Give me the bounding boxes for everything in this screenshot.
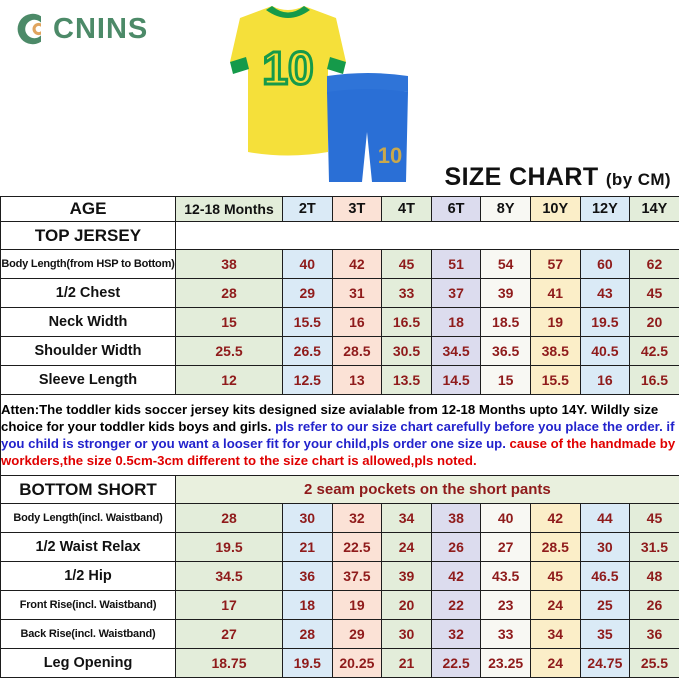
cell-value: 16.5 <box>382 308 432 337</box>
attention-segment-red: cause of the handmade by workders,the size 0.5cm-3cm different to the size chart is allowed,pls noted. <box>1 436 675 468</box>
cell-value: 18 <box>283 591 333 620</box>
cell-value: 34.5 <box>176 562 283 591</box>
cnins-c-logo-icon <box>8 10 46 48</box>
table-row <box>1 337 679 366</box>
cell-value: 37.5 <box>332 562 382 591</box>
row-label: Body Length(from HSP to Bottom) <box>1 250 176 279</box>
cell-value: 16 <box>580 366 630 395</box>
attention-note-text <box>1 401 679 470</box>
soccer-jersey-kit-image <box>200 0 422 190</box>
cell-value: 29 <box>332 620 382 649</box>
cell-value: 31.5 <box>630 533 679 562</box>
table-row <box>1 366 679 395</box>
cell-value: 31 <box>332 279 382 308</box>
attention-segment-black: Atten:The toddler kids soccer jersey kits designed size avialable from 12-18 Months upto 14Y. Wildly size choice for your toddler kids boys and girls. <box>1 402 658 434</box>
cell-value: 38 <box>176 250 283 279</box>
row-label: 1/2 Chest <box>1 279 176 308</box>
brand-logo <box>8 10 148 48</box>
section-note-bottom-short: 2 seam pockets on the short pants <box>176 476 679 504</box>
row-label: Sleeve Length <box>1 366 176 395</box>
cell-value: 45 <box>630 504 679 533</box>
cell-value: 15.5 <box>530 366 580 395</box>
cell-value: 42 <box>332 250 382 279</box>
cell-value: 13 <box>332 366 382 395</box>
section-header-bottom-short <box>1 476 679 504</box>
cell-value: 40.5 <box>580 337 630 366</box>
table-row <box>1 591 679 620</box>
table-row <box>1 562 679 591</box>
attention-note <box>1 395 679 476</box>
cell-value: 35 <box>580 620 630 649</box>
cell-value: 33 <box>481 620 531 649</box>
cell-value: 29 <box>283 279 333 308</box>
cell-value: 36 <box>630 620 679 649</box>
cell-value: 34 <box>530 620 580 649</box>
cell-value: 19 <box>332 591 382 620</box>
cell-value: 19 <box>530 308 580 337</box>
cell-value: 40 <box>481 504 531 533</box>
cell-value: 34 <box>382 504 432 533</box>
table-row <box>1 279 679 308</box>
cell-value: 45 <box>382 250 432 279</box>
page-title <box>445 163 671 192</box>
cell-value: 30.5 <box>382 337 432 366</box>
cell-value: 62 <box>630 250 679 279</box>
cell-value: 51 <box>431 250 481 279</box>
cell-value: 15.5 <box>283 308 333 337</box>
row-label: Neck Width <box>1 308 176 337</box>
table-row <box>1 533 679 562</box>
brand-name: CNINS <box>53 15 148 44</box>
size-chart-table <box>0 196 679 678</box>
cell-value: 30 <box>382 620 432 649</box>
cell-value: 27 <box>481 533 531 562</box>
cell-value: 44 <box>580 504 630 533</box>
col-header-7: 12Y <box>580 197 630 222</box>
cell-value: 19.5 <box>176 533 283 562</box>
cell-value: 38.5 <box>530 337 580 366</box>
attention-segment-blue: pls refer to our size chart carefully before you place the order. if you child is stronger or you want a looser fit for your child,pls order one size up. <box>1 419 674 451</box>
cell-value: 21 <box>382 649 432 678</box>
cell-value: 20.25 <box>332 649 382 678</box>
cell-value: 42.5 <box>630 337 679 366</box>
cell-value: 39 <box>481 279 531 308</box>
cell-value: 16.5 <box>630 366 679 395</box>
row-label: Back Rise(incl. Waistband) <box>1 620 176 649</box>
cell-value: 27 <box>176 620 283 649</box>
cell-value: 18 <box>431 308 481 337</box>
cell-value: 43.5 <box>481 562 531 591</box>
cell-value: 30 <box>283 504 333 533</box>
cell-value: 13.5 <box>382 366 432 395</box>
cell-value: 57 <box>530 250 580 279</box>
cell-value: 23 <box>481 591 531 620</box>
cell-value: 37 <box>431 279 481 308</box>
cell-value: 18.75 <box>176 649 283 678</box>
col-header-0: 12-18 Months <box>176 197 283 222</box>
section-header-top-jersey <box>1 222 679 250</box>
cell-value: 21 <box>283 533 333 562</box>
table-row <box>1 504 679 533</box>
cell-value: 25.5 <box>630 649 679 678</box>
cell-value: 34.5 <box>431 337 481 366</box>
cell-value: 19.5 <box>283 649 333 678</box>
cell-value: 19.5 <box>580 308 630 337</box>
cell-value: 39 <box>382 562 432 591</box>
cell-value: 46.5 <box>580 562 630 591</box>
page-title-main: SIZE CHART <box>445 163 599 191</box>
cell-value: 16 <box>332 308 382 337</box>
row-label: 1/2 Hip <box>1 562 176 591</box>
cell-value: 15 <box>481 366 531 395</box>
svg-text:10: 10 <box>262 42 313 94</box>
cell-value: 48 <box>630 562 679 591</box>
cell-value: 14.5 <box>431 366 481 395</box>
cell-value: 24.75 <box>580 649 630 678</box>
cell-value: 45 <box>530 562 580 591</box>
col-header-5: 8Y <box>481 197 531 222</box>
row-label: Leg Opening <box>1 649 176 678</box>
cell-value: 22.5 <box>332 533 382 562</box>
cell-value: 25.5 <box>176 337 283 366</box>
hero-section <box>0 0 679 196</box>
row-label: Front Rise(incl. Waistband) <box>1 591 176 620</box>
cell-value: 26 <box>630 591 679 620</box>
cell-value: 28 <box>283 620 333 649</box>
svg-text:10: 10 <box>378 143 402 168</box>
cell-value: 42 <box>530 504 580 533</box>
table-header-row <box>1 197 679 222</box>
cell-value: 15 <box>176 308 283 337</box>
cell-value: 12.5 <box>283 366 333 395</box>
cell-value: 20 <box>630 308 679 337</box>
cell-value: 32 <box>332 504 382 533</box>
cell-value: 23.25 <box>481 649 531 678</box>
cell-value: 28.5 <box>332 337 382 366</box>
cell-value: 32 <box>431 620 481 649</box>
cell-value: 33 <box>382 279 432 308</box>
cell-value: 45 <box>630 279 679 308</box>
col-header-4: 6T <box>431 197 481 222</box>
cell-value: 60 <box>580 250 630 279</box>
cell-value: 25 <box>580 591 630 620</box>
attention-note-row <box>1 395 679 476</box>
cell-value: 24 <box>530 591 580 620</box>
cell-value: 30 <box>580 533 630 562</box>
row-label: 1/2 Waist Relax <box>1 533 176 562</box>
section-note-top-jersey <box>176 222 679 250</box>
table-row <box>1 649 679 678</box>
section-title-top-jersey: TOP JERSEY <box>1 222 176 250</box>
cell-value: 18.5 <box>481 308 531 337</box>
table-row <box>1 308 679 337</box>
cell-value: 41 <box>530 279 580 308</box>
cell-value: 24 <box>382 533 432 562</box>
section-title-bottom-short: BOTTOM SHORT <box>1 476 176 504</box>
cell-value: 26.5 <box>283 337 333 366</box>
cell-value: 28.5 <box>530 533 580 562</box>
cell-value: 28 <box>176 504 283 533</box>
cell-value: 43 <box>580 279 630 308</box>
col-header-1: 2T <box>283 197 333 222</box>
col-header-8: 14Y <box>630 197 679 222</box>
row-label: Shoulder Width <box>1 337 176 366</box>
cell-value: 36 <box>283 562 333 591</box>
col-header-3: 4T <box>382 197 432 222</box>
cell-value: 20 <box>382 591 432 620</box>
table-row <box>1 620 679 649</box>
cell-value: 17 <box>176 591 283 620</box>
row-label: Body Length(incl. Waistband) <box>1 504 176 533</box>
col-header-2: 3T <box>332 197 382 222</box>
cell-value: 22 <box>431 591 481 620</box>
header-age-label: AGE <box>1 197 176 222</box>
cell-value: 42 <box>431 562 481 591</box>
cell-value: 12 <box>176 366 283 395</box>
cell-value: 40 <box>283 250 333 279</box>
cell-value: 24 <box>530 649 580 678</box>
cell-value: 54 <box>481 250 531 279</box>
table-row <box>1 250 679 279</box>
cell-value: 22.5 <box>431 649 481 678</box>
cell-value: 38 <box>431 504 481 533</box>
cell-value: 36.5 <box>481 337 531 366</box>
cell-value: 28 <box>176 279 283 308</box>
page-title-unit: (by CM) <box>606 170 671 189</box>
cell-value: 26 <box>431 533 481 562</box>
col-header-6: 10Y <box>530 197 580 222</box>
